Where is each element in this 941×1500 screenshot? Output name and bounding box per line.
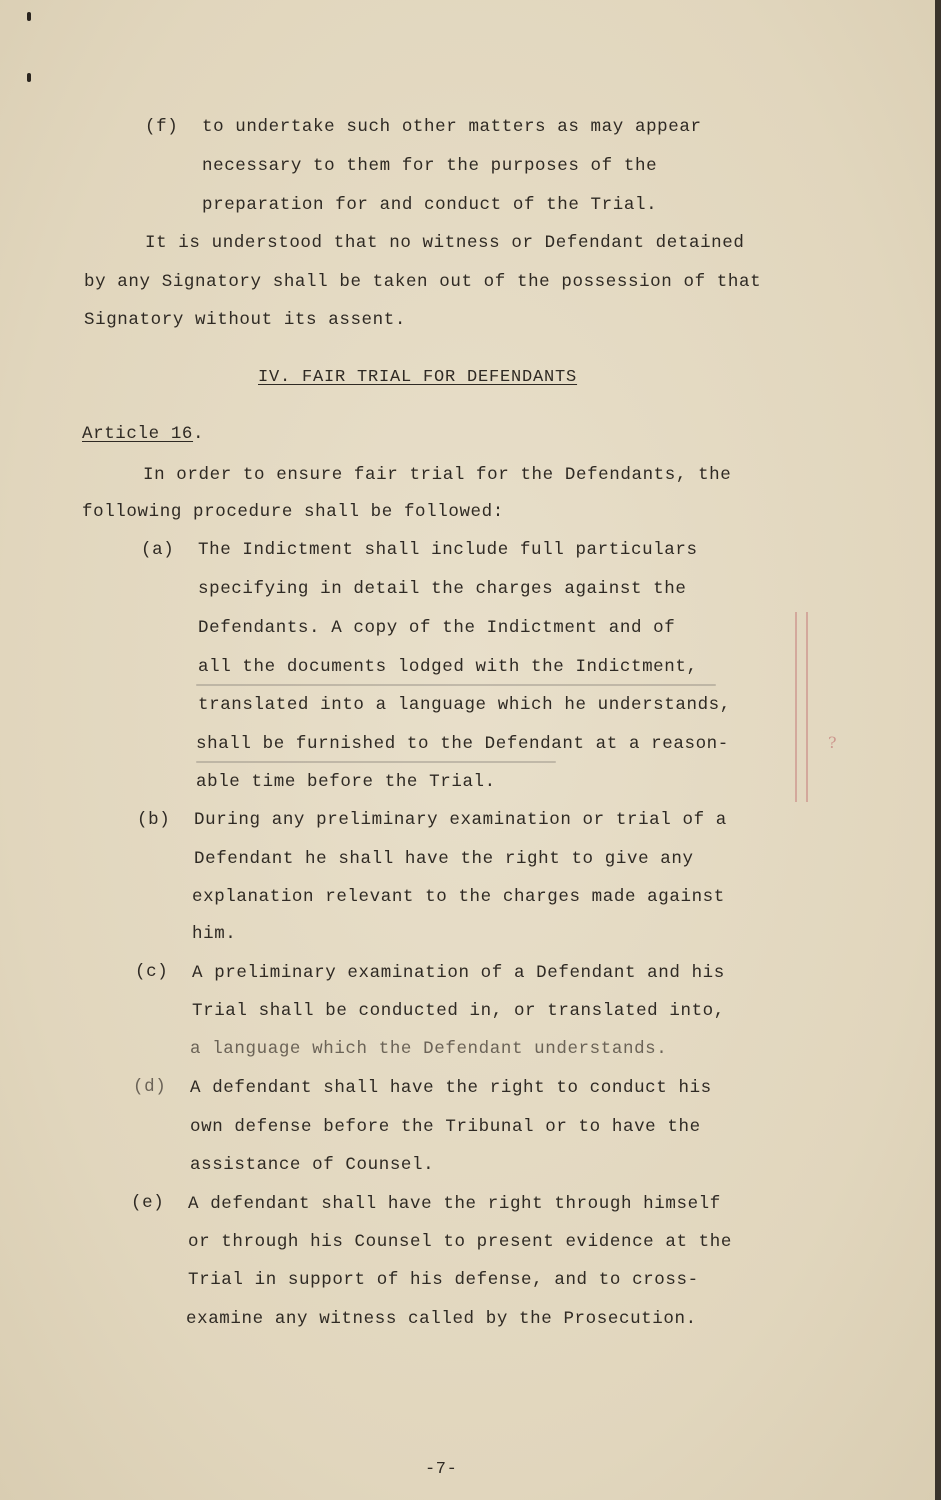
intro-line: In order to ensure fair trial for the Defendants, the: [143, 465, 732, 485]
item-b-line: During any preliminary examination or trial of a: [194, 810, 727, 830]
pencil-underline: [196, 684, 716, 686]
item-c-line: a language which the Defendant understands.: [190, 1039, 668, 1059]
item-f-line: necessary to them for the purposes of the: [202, 156, 658, 176]
item-a-line: The Indictment shall include full particulars: [198, 540, 698, 560]
item-e-line: examine any witness called by the Prosecution.: [186, 1309, 697, 1329]
article-title: [82, 423, 204, 445]
item-b-line: him.: [192, 924, 237, 944]
item-d-line: own defense before the Tribunal or to have the: [190, 1117, 701, 1137]
item-label-c: (c): [135, 962, 169, 982]
item-d-line: A defendant shall have the right to conduct his: [190, 1078, 712, 1098]
item-e-line: or through his Counsel to present evidence at the: [188, 1232, 732, 1252]
punch-mark: [27, 73, 31, 82]
item-label-a: (a): [141, 540, 175, 560]
item-label-d: (d): [133, 1077, 167, 1097]
item-f-line: preparation for and conduct of the Trial.: [202, 195, 658, 215]
item-e-line: A defendant shall have the right through himself: [188, 1194, 721, 1214]
margin-bracket: [795, 612, 797, 802]
article-title-text: Article 16: [82, 424, 194, 444]
understood-line: It is understood that no witness or Defendant detained: [145, 233, 745, 253]
article-title-period: .: [193, 424, 205, 444]
item-a-line: translated into a language which he understands,: [198, 695, 731, 715]
item-a-line: all the documents lodged with the Indictment,: [198, 657, 698, 677]
understood-line: Signatory without its assent.: [84, 310, 406, 330]
margin-annotation: ?: [828, 733, 837, 752]
item-d-line: assistance of Counsel.: [190, 1155, 435, 1175]
page-number: -7-: [425, 1460, 458, 1479]
item-a-line: Defendants. A copy of the Indictment and of: [198, 618, 676, 638]
item-label-b: (b): [137, 810, 171, 830]
item-label-f: (f): [145, 117, 179, 137]
item-c-line: Trial shall be conducted in, or translated into,: [192, 1001, 725, 1021]
item-f-line: to undertake such other matters as may appear: [202, 117, 702, 137]
page-edge: [935, 0, 941, 1500]
pencil-underline: [196, 761, 556, 763]
punch-mark: [27, 12, 31, 21]
item-b-line: Defendant he shall have the right to give any: [194, 849, 694, 869]
item-e-line: Trial in support of his defense, and to cross-: [188, 1270, 699, 1290]
item-b-line: explanation relevant to the charges made against: [192, 887, 725, 907]
item-a-line: shall be furnished to the Defendant at a reason-: [196, 734, 729, 754]
understood-line: by any Signatory shall be taken out of the possession of that: [84, 272, 762, 292]
item-label-e: (e): [131, 1193, 165, 1213]
margin-bracket: [806, 612, 808, 802]
section-heading: IV. FAIR TRIAL FOR DEFENDANTS: [258, 368, 578, 387]
item-c-line: A preliminary examination of a Defendant and his: [192, 963, 725, 983]
intro-line: following procedure shall be followed:: [82, 502, 504, 522]
item-a-line: able time before the Trial.: [196, 772, 496, 792]
item-a-line: specifying in detail the charges against the: [198, 579, 687, 599]
